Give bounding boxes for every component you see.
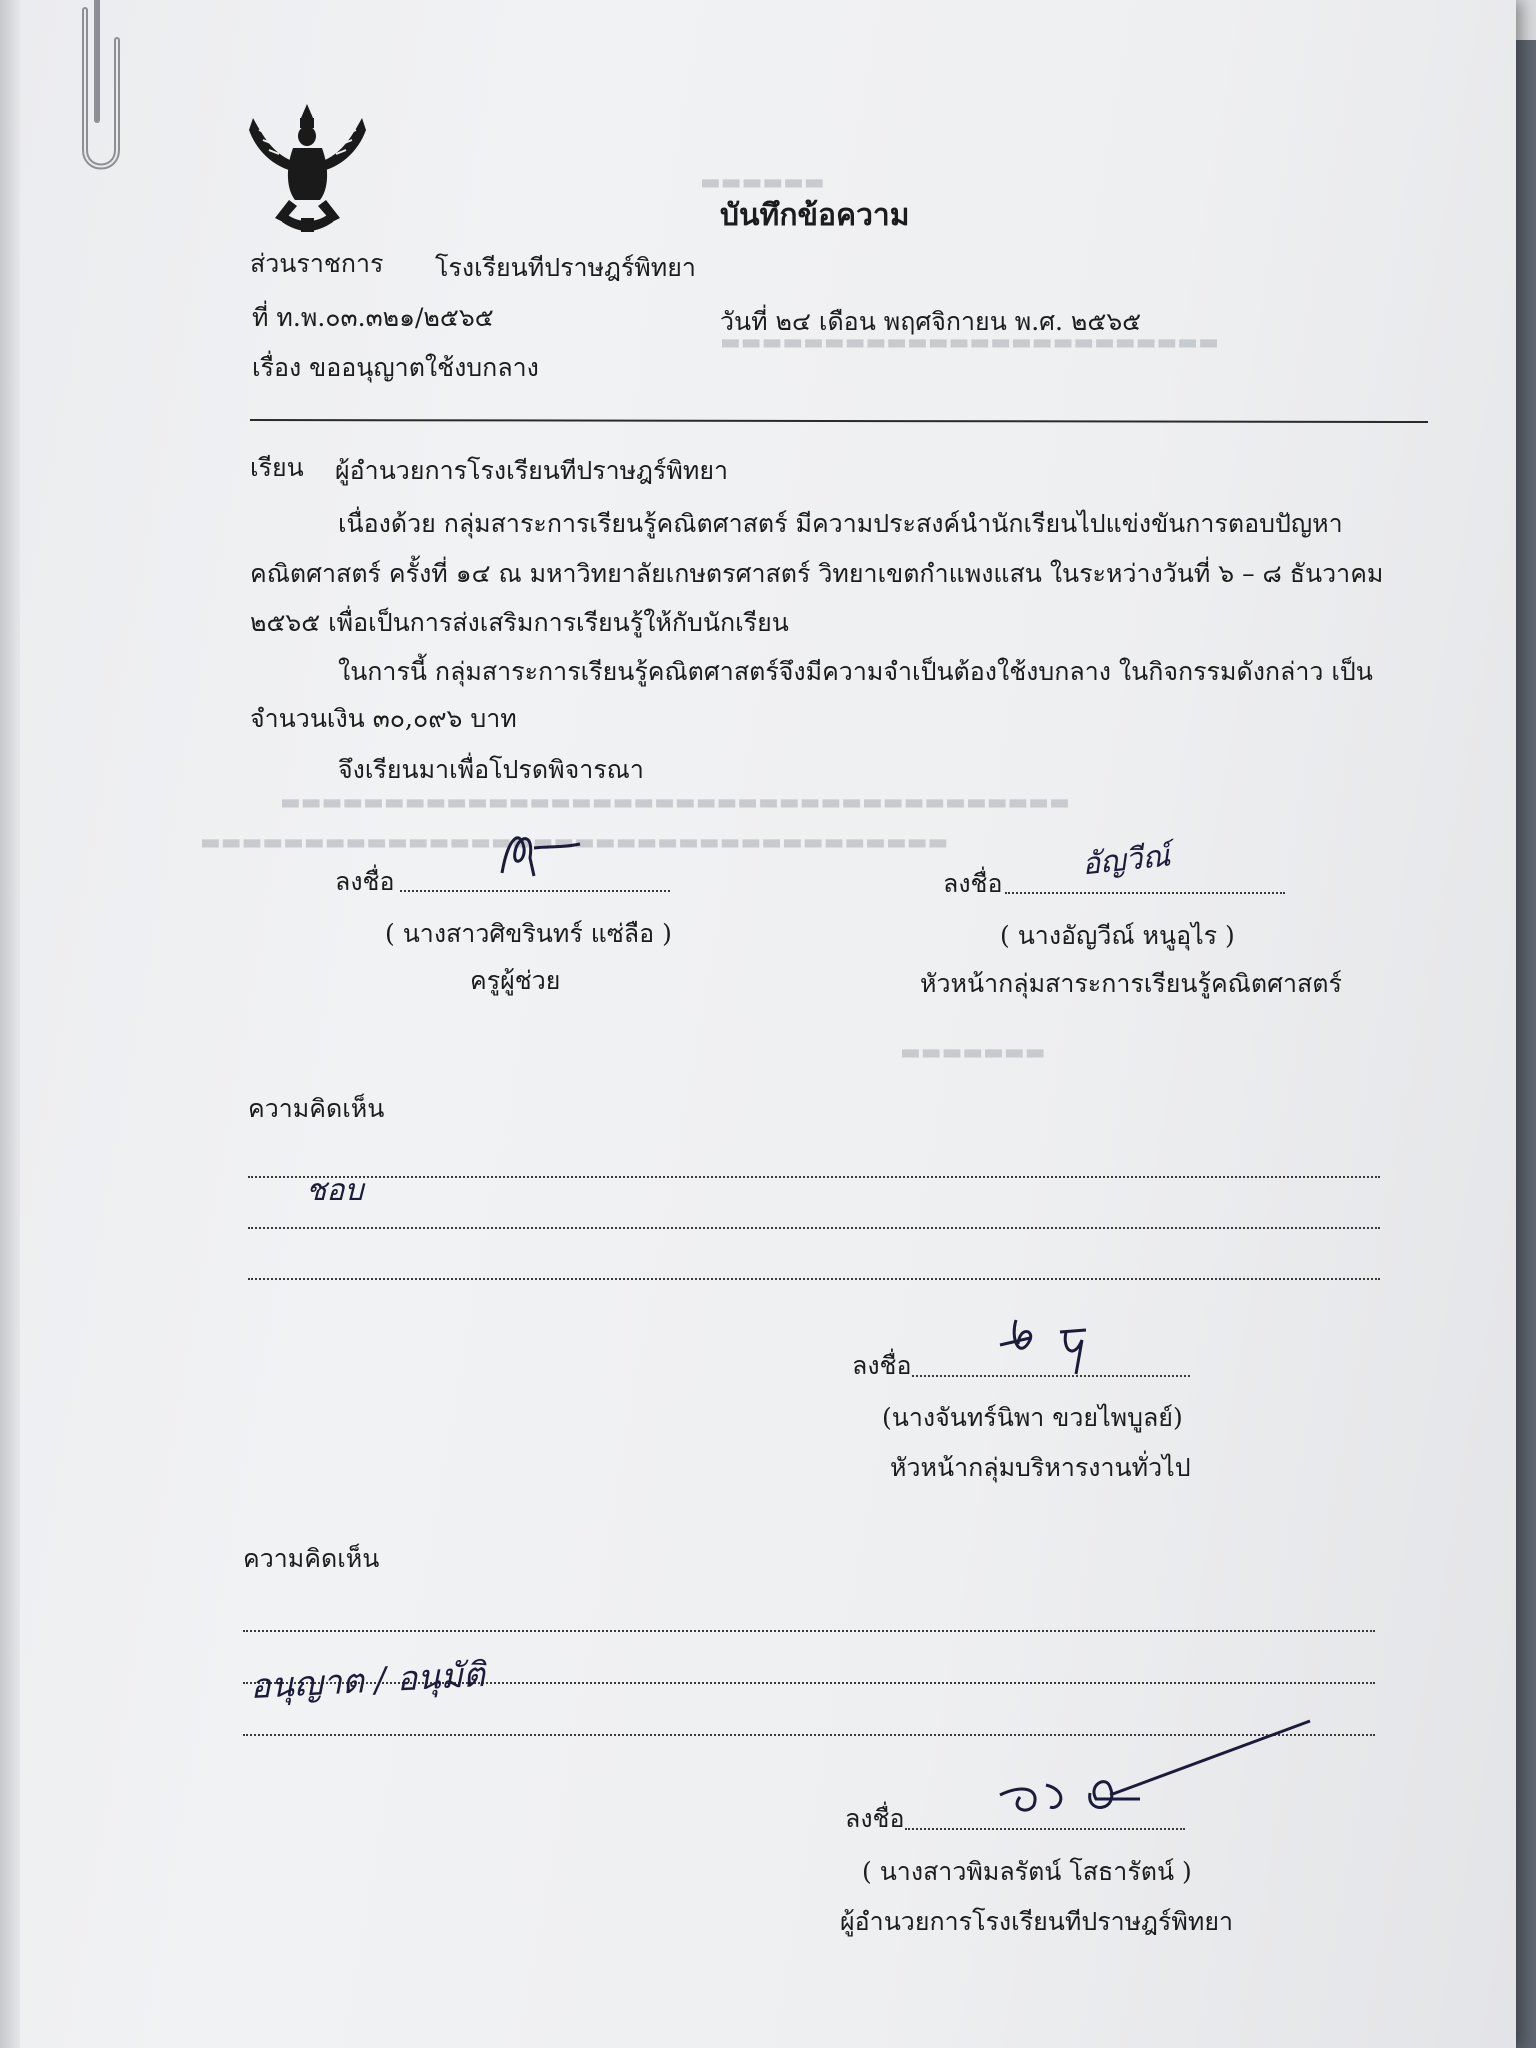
reference-number: ที่ ท.พ.๐๓.๓๒๑/๒๕๖๕: [252, 303, 494, 332]
bleed-through-text: ▬▬▬▬▬▬▬▬▬▬▬▬▬▬▬▬▬▬▬▬▬▬▬▬: [720, 330, 1219, 355]
closing-line: จึงเรียนมาเพื่อโปรดพิจารณา: [338, 755, 644, 784]
bleed-through-text: ▬▬▬▬▬▬▬: [900, 1040, 1046, 1065]
paper-left-edge: [0, 0, 20, 2048]
dept-head-name: ( นางอัญวีณ์ หนูอุไร ): [1000, 921, 1235, 950]
memo-date: วันที่ ๒๔ เดือน พฤศจิกายน พ.ศ. ๒๕๖๕: [720, 307, 1142, 336]
admin-head-position: หัวหน้ากลุ่มบริหารงานทั่วไป: [890, 1453, 1191, 1482]
body-line: เนื่องด้วย กลุ่มสาระการเรียนรู้คณิตศาสตร์ มีความประสงค์นำนักเรียนไปแข่งขันการตอบปัญหา: [338, 509, 1343, 538]
bleed-through-text: ▬▬▬▬▬▬▬▬▬▬▬▬▬▬▬▬▬▬▬▬▬▬▬▬▬▬▬▬▬▬▬▬▬▬▬▬▬▬: [280, 790, 1070, 815]
comment-label: ความคิดเห็น: [243, 1544, 380, 1573]
signature-line: [400, 890, 670, 892]
comment-line: [248, 1278, 1380, 1280]
second-comment-handwriting: อนุญาต / อนุมัติ: [249, 1654, 486, 1708]
body-line: จำนวนเงิน ๓๐,๐๙๖ บาท: [250, 704, 517, 733]
header-divider: [250, 419, 1428, 423]
sign-label: ลงชื่อ: [845, 1804, 905, 1833]
sign-label: ลงชื่อ: [335, 867, 395, 896]
sign-label: ลงชื่อ: [852, 1351, 912, 1380]
teacher-position: ครูผู้ช่วย: [470, 966, 561, 995]
comment-line: [248, 1176, 1380, 1178]
body-line: คณิตศาสตร์ ครั้งที่ ๑๔ ณ มหาวิทยาลัยเกษตรศาสตร์ วิทยาเขตกำแพงแสน ในระหว่างวันที่ ๖ – ๘ ธันวาคม: [250, 559, 1384, 588]
bleed-through-text: ▬▬▬▬▬▬: [700, 170, 825, 195]
comment-line: [248, 1227, 1380, 1229]
agency-value: โรงเรียนทีปราษฎร์พิทยา: [435, 253, 696, 282]
first-comment-handwriting: ชอบ: [306, 1173, 364, 1208]
comment-line: [243, 1630, 1375, 1632]
director-name: ( นางสาวพิมลรัตน์ โสธารัตน์ ): [862, 1857, 1192, 1886]
bleed-through-text: ▬▬▬▬▬▬▬▬▬▬▬▬▬▬▬▬▬▬▬▬▬▬▬▬▬▬▬▬▬▬▬▬▬▬▬▬: [200, 830, 949, 855]
director-position: ผู้อำนวยการโรงเรียนทีปราษฎร์พิทยา: [840, 1907, 1234, 1936]
memo-title: บันทึกข้อความ: [720, 198, 910, 233]
to-label: เรียน: [250, 453, 304, 482]
agency-label: ส่วนราชการ: [250, 249, 384, 278]
admin-head-signature: [990, 1310, 1120, 1390]
comment-label: ความคิดเห็น: [248, 1094, 385, 1123]
teacher-name: ( นางสาวศิขรินทร์ แซ่ลือ ): [385, 919, 672, 948]
memo-subject: เรื่อง ขออนุญาตใช้งบกลาง: [252, 353, 539, 382]
body-line: ๒๕๖๕ เพื่อเป็นการส่งเสริมการเรียนรู้ให้กับนักเรียน: [250, 608, 789, 637]
teacher-signature: [490, 818, 590, 888]
sign-label: ลงชื่อ: [943, 869, 1003, 898]
body-line: ในการนี้ กลุ่มสาระการเรียนรู้คณิตศาสตร์จึงมีความจำเป็นต้องใช้งบกลาง ในกิจกรรมดังกล่าว เป็น: [338, 657, 1373, 686]
director-signature: [990, 1715, 1320, 1830]
garuda-emblem-icon: [245, 100, 370, 235]
to-value: ผู้อำนวยการโรงเรียนทีปราษฎร์พิทยา: [335, 456, 729, 485]
admin-head-name: (นางจันทร์นิพา ขวยไพบูลย์): [882, 1403, 1183, 1432]
signature-line: [1005, 892, 1285, 894]
dept-head-signature: อัญวีณ์: [1080, 838, 1172, 883]
dept-head-position: หัวหน้ากลุ่มสาระการเรียนรู้คณิตศาสตร์: [920, 969, 1342, 998]
paper-clip-icon: [55, 0, 135, 185]
